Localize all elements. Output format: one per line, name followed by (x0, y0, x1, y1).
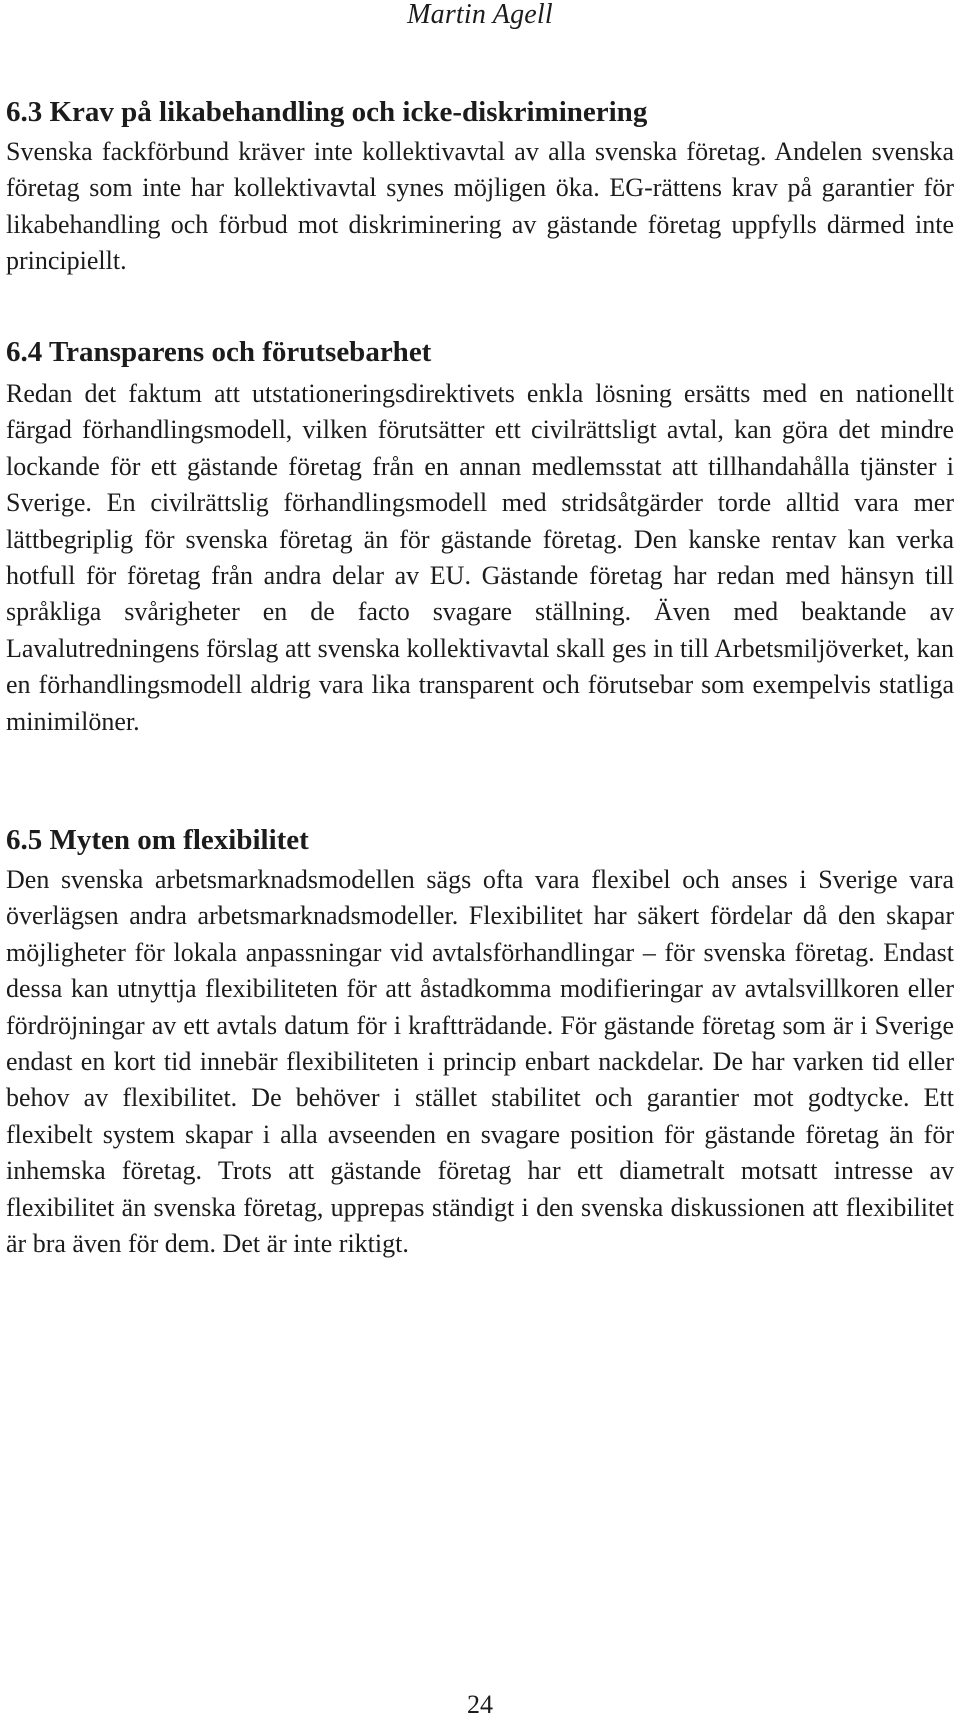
section-heading: 6.3 Krav på likabehandling och icke-diskriminering (6, 96, 648, 128)
section-body: Svenska fackförbund kräver inte kollektivavtal av alla svenska företag. Andelen svenska företag som inte har kollektivavtal synes möjligen öka. EG-rättens krav på garantier för likabehandling och förbud mot diskriminering av gästande företag uppfylls därmed inte principiellt. (6, 137, 954, 275)
section-6-5 (6, 822, 954, 1262)
section-body: Redan det faktum att utstationeringsdirektivets enkla lösning ersätts med en nationellt färgad förhandlingsmodell, vilken förutsätter ett civilrättsligt avtal, kan göra det mindre lockande för ett gästande företag från en annan medlemsstat att tillhandahålla tjänster i Sverige. En civilrättslig förhandlingsmodell med stridsåtgärder torde alltid vara mer lättbegriplig för svenska företag än för gästande företag. Den kanske rentav kan verka hotfull för företag från andra delar av EU. Gästande företag har redan med hänsyn till språkliga svårigheter en de facto svagare ställning. Även med beaktande av Lavalutredningens förslag att svenska kollektivavtal skall ges in till Arbetsmiljöverket, kan en förhandlingsmodell aldrig vara lika transparent och förutsebar som exempelvis statliga minimilöner. (6, 379, 954, 736)
section-6-4 (6, 334, 954, 740)
section-body: Den svenska arbetsmarknadsmodellen sägs ofta vara flexibel och anses i Sverige vara överlägsen andra arbetsmarknadsmodeller. Flexibilitet har säkert fördelar då den skapar möjligheter för lokala anpassningar vid avtalsförhandlingar – för svenska företag. Endast dessa kan utnyttja flexibiliteten för att åstadkomma modifieringar av avtalsvillkoren eller fördröjningar av ett avtals datum för i kraftträdande. För gästande företag som är i Sverige endast en kort tid innebär flexibiliteten i princip enbart nackdelar. De har varken tid eller behov av flexibilitet. De behöver i stället stabilitet och garantier mot godtycke. Ett flexibelt system skapar i alla avseenden en svagare position för gästande företag än för inhemska företag. Trots att gästande företag har ett diametralt motsatt intresse av flexibilitet än svenska företag, upprepas ständigt i den svenska diskussionen att flexibilitet är bra även för dem. Det är inte riktigt. (6, 865, 954, 1259)
page-number: 24 (467, 1690, 493, 1719)
section-heading: 6.4 Transparens och förutsebarhet (6, 336, 432, 368)
section-6-3 (6, 94, 954, 279)
section-heading: 6.5 Myten om flexibilitet (6, 824, 309, 856)
running-head-author: Martin Agell (407, 0, 553, 30)
